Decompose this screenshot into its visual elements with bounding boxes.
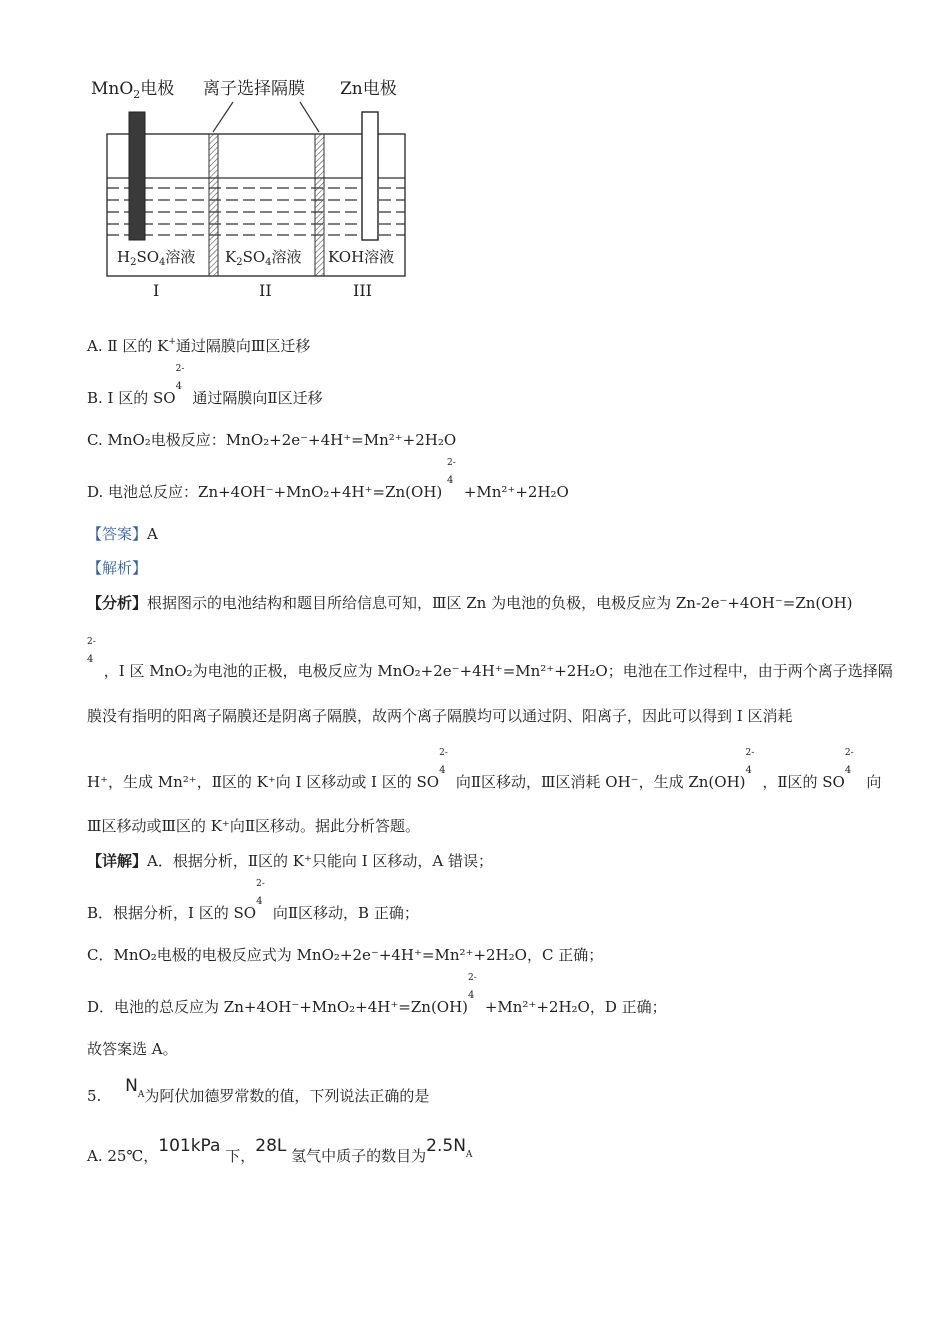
solution-1-label: $H_2SO_4$溶液 <box>117 248 196 268</box>
analysis-p5: Ⅲ区移动或Ⅲ区的 K⁺向Ⅱ区移动。据此分析答题。 <box>87 817 421 835</box>
question-5: 5. $N^A$为阿伏加德罗常数的值，下列说法正确的是 <box>87 1076 430 1105</box>
electrochemical-cell-diagram <box>85 70 425 310</box>
option-b: B. Ⅰ 区的 SO 2- 4 通过隔膜向Ⅱ区迁移 <box>87 364 323 407</box>
mno2-electrode-label: MnO$_2$电极 <box>91 79 175 101</box>
mno2-electrode <box>129 112 145 240</box>
zone-1-label: I <box>153 281 160 300</box>
solution-3-label: KOH溶液 <box>328 248 395 266</box>
solution-2-label: $K_2SO_4$溶液 <box>225 248 302 268</box>
question-5-option-a: A. 25℃，101kPa 下，28L 氢气中质子的数目为$2.5N^A$ <box>87 1136 473 1165</box>
answer: 【答案】A <box>87 525 158 543</box>
option-c: C. MnO₂电极反应：MnO₂+2e⁻+4H⁺=Mn²⁺+2H₂O <box>87 431 457 449</box>
analysis-p1: 【分析】根据图示的电池结构和题目所给信息可知，Ⅲ区 Zn 为电池的负极，电极反应为 Zn-2e⁻+4OH⁻=Zn(OH) <box>87 594 853 612</box>
detail-d: D．电池的总反应为 Zn+4OH⁻+MnO₂+4H⁺=Zn(OH) 2- 4 +Mn²⁺+2H₂O，D 正确； <box>87 973 667 1016</box>
analysis-label: 【解析】 <box>87 559 148 577</box>
membrane-label: 离子选择隔膜 <box>203 79 305 99</box>
membrane-left <box>209 134 218 276</box>
analysis-p3: 膜没有指明的阳离子隔膜还是阴离子隔膜，故两个离子隔膜均可以通过阴、阳离子，因此可以得到 Ⅰ 区消耗 <box>87 707 793 725</box>
detail-c: C．MnO₂电极的电极反应式为 MnO₂+2e⁻+4H⁺=Mn²⁺+2H₂O，C 正确； <box>87 946 604 964</box>
detail-conclusion: 故答案选 A。 <box>87 1040 178 1058</box>
detail-a: 【详解】A．根据分析，Ⅱ区的 K⁺只能向 Ⅰ 区移动，A 错误； <box>87 852 493 870</box>
option-d: D. 电池总反应：Zn+4OH⁻+MnO₂+4H⁺=Zn(OH) 2- 4 +Mn²⁺+2H₂O <box>87 458 569 501</box>
zone-3-label: III <box>353 281 372 300</box>
analysis-p2: 2- 4 ，Ⅰ 区 MnO₂为电池的正极，电极反应为 MnO₂+2e⁻+4H⁺=Mn²⁺+2H₂O；电池在工作过程中，由于两个离子选择隔 <box>87 637 893 680</box>
zn-electrode-label: Zn电极 <box>340 79 397 99</box>
zone-2-label: II <box>259 281 272 300</box>
detail-b: B．根据分析，Ⅰ 区的 SO 2- 4 向Ⅱ区移动，B 正确； <box>87 879 419 922</box>
option-a: A. Ⅱ 区的 K+通过隔膜向Ⅲ区迁移 <box>87 337 311 355</box>
zn-electrode <box>362 112 378 240</box>
analysis-p4: H⁺，生成 Mn²⁺，Ⅱ区的 K⁺向 Ⅰ 区移动或 Ⅰ 区的 SO 2- 4 向Ⅱ区移动，Ⅲ区消耗 OH⁻，生成 Zn(OH) 2- 4 ，Ⅱ区的 SO 2- 4 向 <box>87 748 882 791</box>
membrane-right <box>315 134 324 276</box>
